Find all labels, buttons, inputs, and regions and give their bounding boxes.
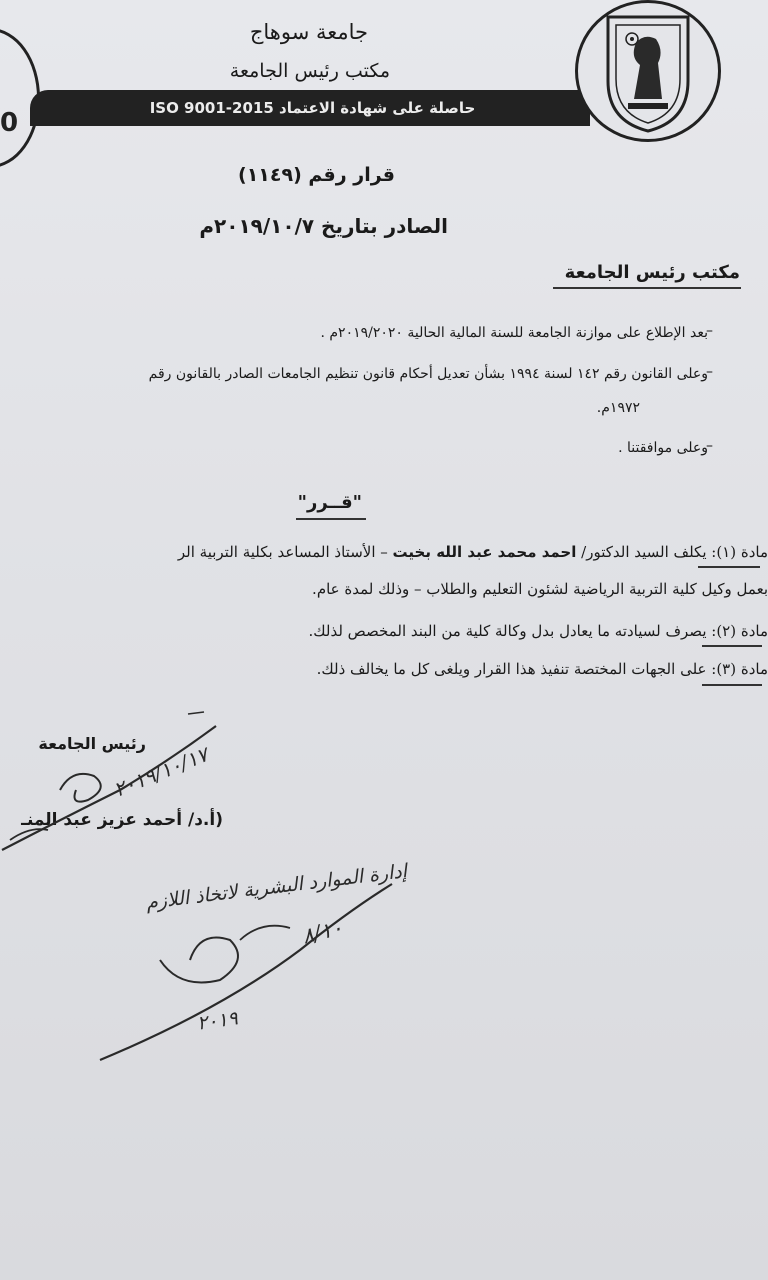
accreditation-text: حاصلة على شهادة الاعتماد ISO 9001-2015 [149, 99, 476, 117]
appointee-name: احمد محمد عبد الله بخيت [392, 543, 577, 561]
issue-date: الصادر بتاريخ ٢٠١٩/١٠/٧م [199, 214, 448, 238]
note-line-2: ٨/١٠ [299, 915, 346, 949]
preamble-line-2: وعلى القانون رقم ١٤٢ لسنة ١٩٩٤ بشأن تعديل أحكام قانون تنظيم الجامعات الصادر بالقانون رقم [148, 366, 708, 382]
iso-logo-text: 0 [0, 108, 19, 138]
office-name: مكتب رئيس الجامعة [229, 60, 390, 82]
article-2-label: مادة (٢) [716, 622, 768, 640]
decree-number: قرار رقم (١١٤٩) [238, 164, 395, 186]
article-1-text-pre: : يكلف السيد الدكتور/ [576, 543, 717, 561]
article-3-text: : على الجهات المختصة تنفيذ هذا القرار ويلغى كل ما يخالف ذلك. [316, 660, 717, 678]
article-1-text-post: – الأستاذ المساعد بكلية التربية الر [177, 543, 393, 561]
signature-handwritten-date: ٢٠١٩/١٠/١٧ [109, 742, 211, 802]
article-1-line-2: بعمل وكيل كلية التربية الرياضية لشئون التعليم والطلاب – وذلك لمدة عام. [312, 580, 768, 598]
bullet-dash: – [706, 364, 713, 380]
preamble-line-1: بعد الإطلاع على موازنة الجامعة للسنة المالية الحالية ٢٠١٩/٢٠٢٠م . [320, 325, 708, 341]
president-title: رئيس الجامعة [38, 734, 146, 753]
note-line-3: ٢٠١٩ [195, 1007, 240, 1035]
bullet-dash: – [706, 438, 713, 454]
bullet-dash: – [706, 323, 713, 339]
preamble-line-3: وعلى موافقتنا . [618, 440, 708, 456]
university-name: جامعة سوهاج [249, 20, 368, 44]
article-1-label: مادة (١) [716, 543, 768, 561]
preamble-line-2-cont: ١٩٧٢م. [596, 400, 640, 416]
article-2-text: : يصرف لسيادته ما يعادل بدل وكالة كلية من البند المخصص لذلك. [308, 622, 717, 640]
section-heading: مكتب رئيس الجامعة [564, 262, 740, 283]
article-3-label: مادة (٣) [716, 660, 768, 678]
note-line-1: إدارة الموارد البشرية لاتخاذ اللازم [144, 860, 409, 914]
president-name: (أ.د/ أحمد عزيز عبد المنـ [21, 810, 223, 830]
decided-heading: "قــرر" [297, 492, 362, 513]
